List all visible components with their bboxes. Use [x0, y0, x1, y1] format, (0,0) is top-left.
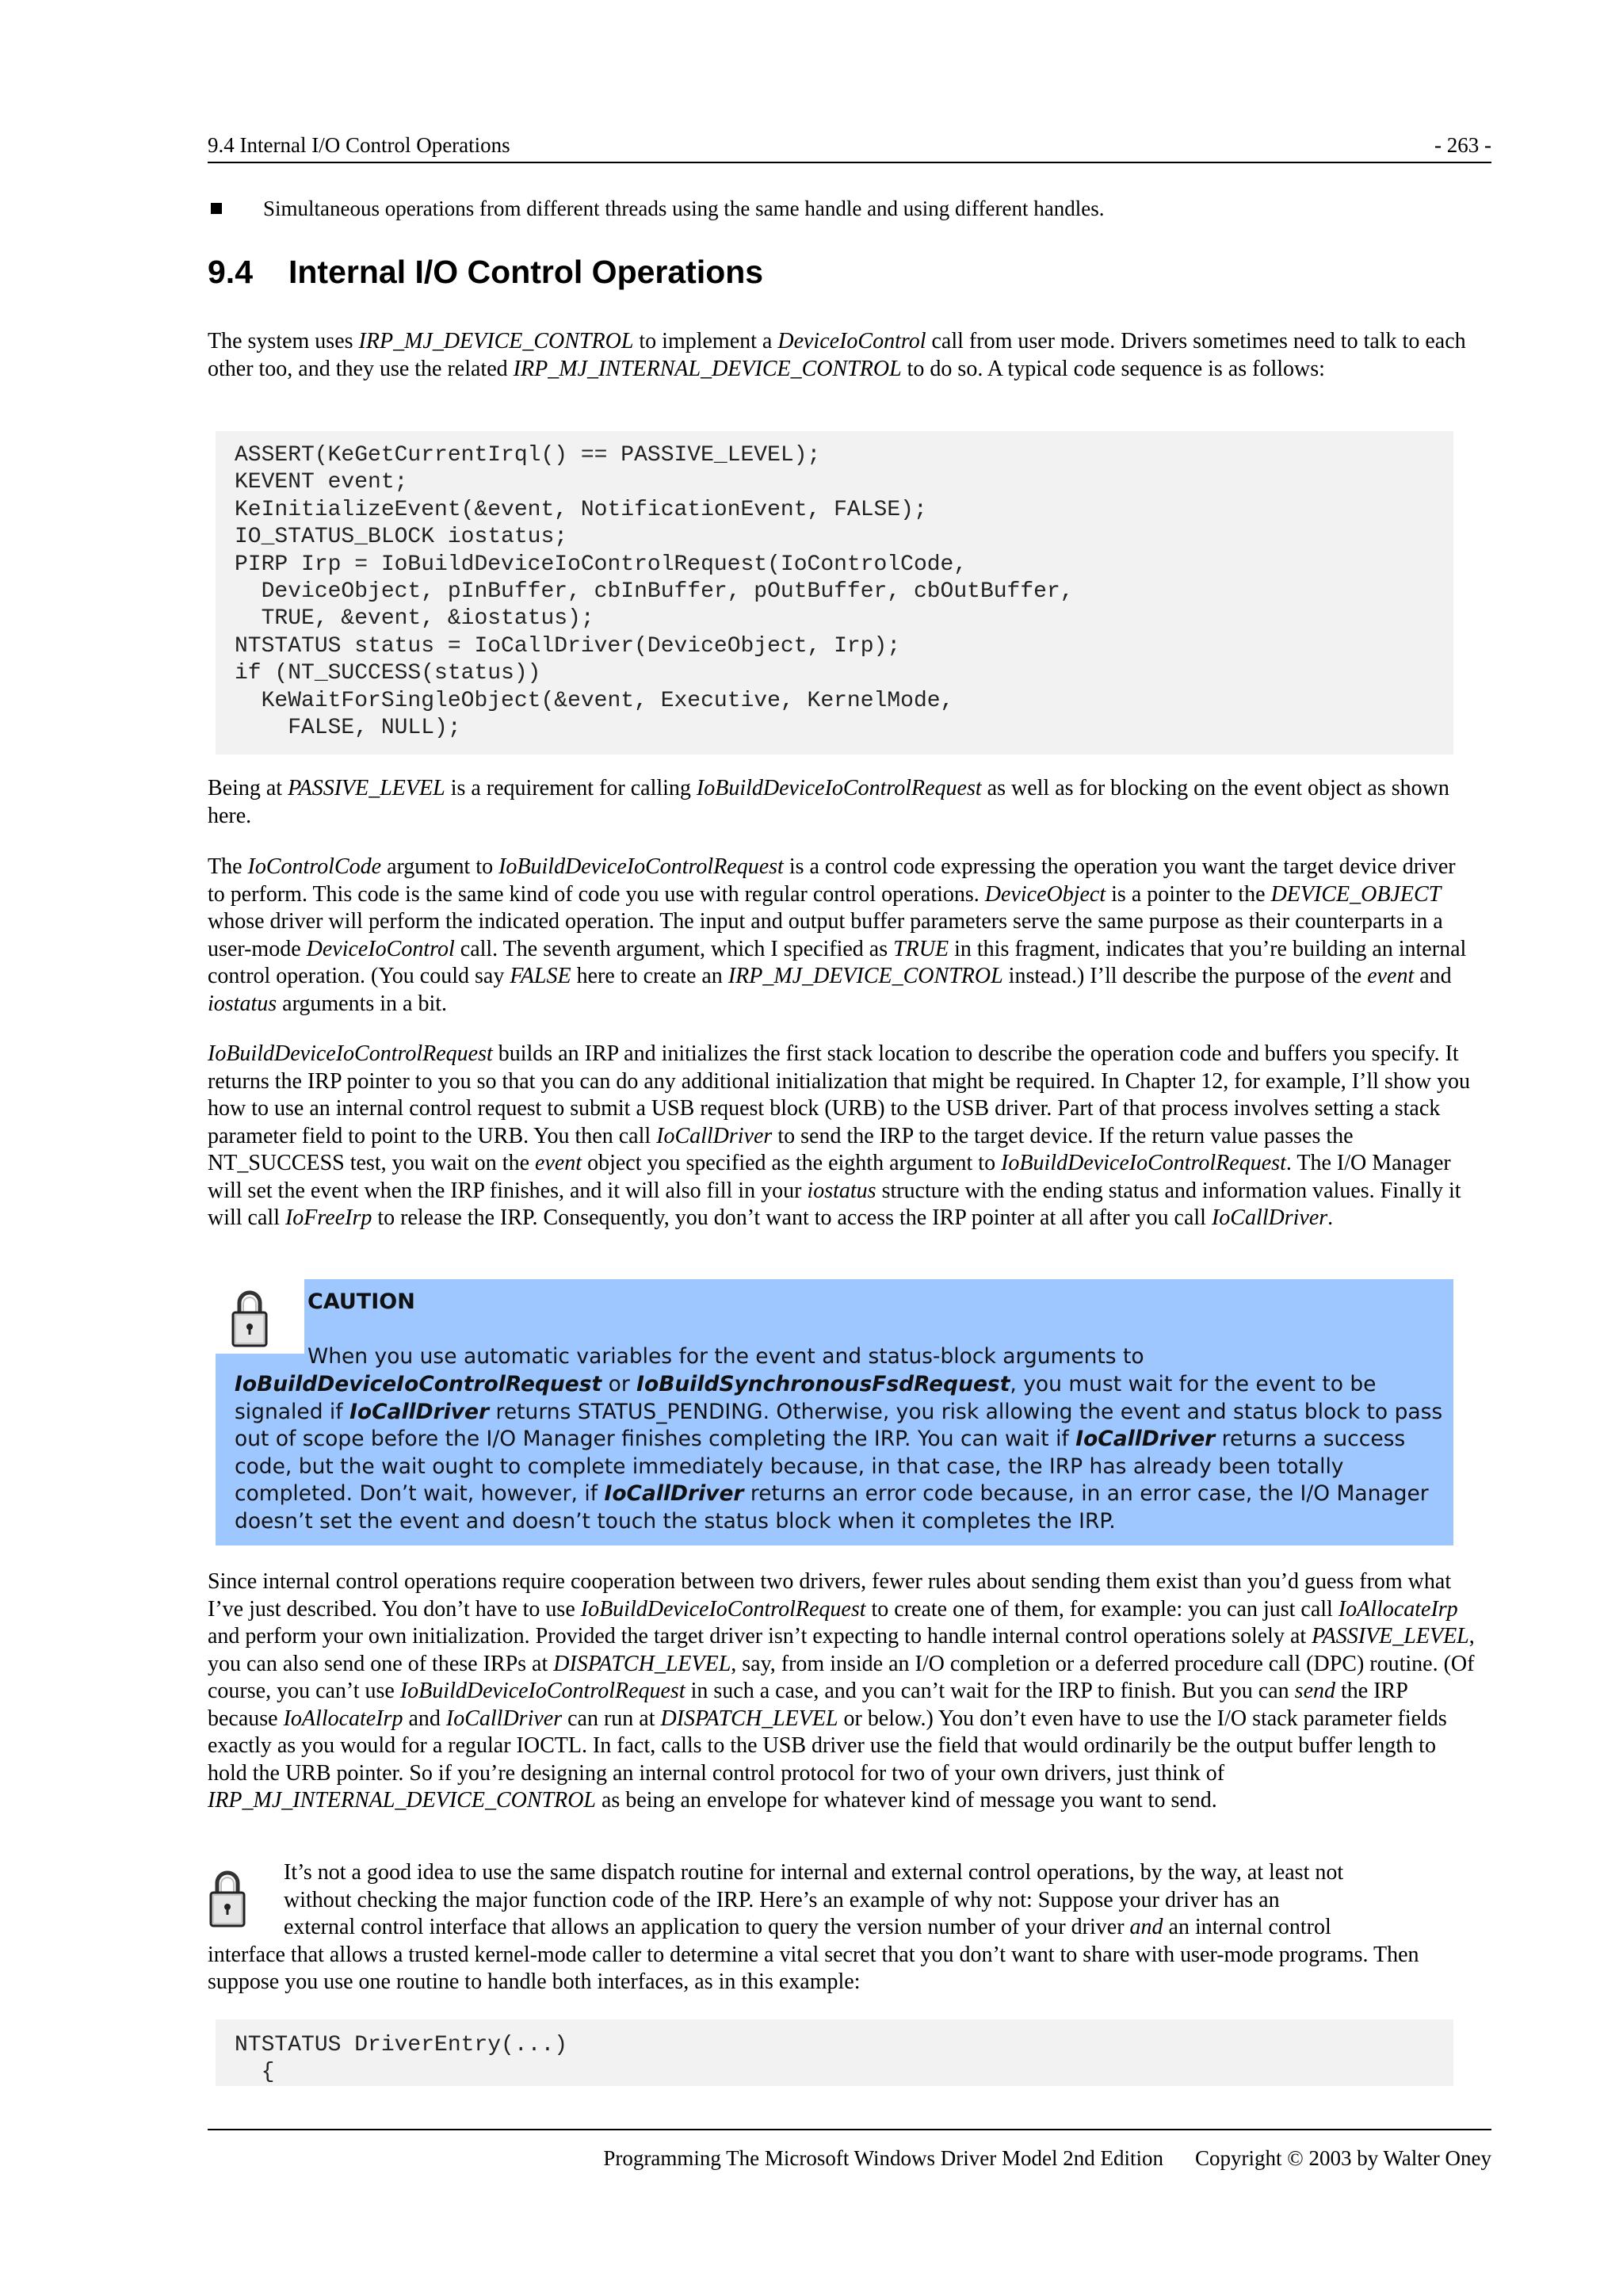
page-header [208, 130, 1491, 163]
paragraph-intro: The system uses IRP_MJ_DEVICE_CONTROL to implement a DeviceIoControl call from user mode. Drivers sometimes need to talk to each other too, and they use the related IRP_MJ_INTERNAL_DEVICE_CONTROL to do so. A typical code sequence is as follows: [208, 329, 1466, 381]
caution-body: IoBuildDeviceIoControlRequest or IoBuildSynchronousFsdRequest, you must wait for the event to be signaled if IoCallDriver returns STATUS_PENDING. Otherwise, you risk allowing the event and status block to pass out of scope before the I/O Manager finishes completing the IRP. You can wait if IoCallDriver returns a success code, but the wait ought to complete immediately because, in that case, the IRP has already been totally completed. Don’t wait, however, if IoCallDriver returns an error code because, in an error case, the I/O Manager doesn’t set the event and doesn’t touch the status block when it completes the IRP. [235, 1372, 1443, 1534]
paragraph-internal-operations: Since internal control operations require cooperation between two drivers, fewer rules about sending them exist than you’d guess from what I’ve just described. You don’t have to use IoBuildDeviceIoControlRequest to create one of them, for example: you can just call IoAllocateIrp and perform your own initialization. Provided the target driver isn’t expecting to handle internal control operations solely at PASSIVE_LEVEL, you can also send one of these IRPs at DISPATCH_LEVEL, say, from inside an I/O completion or a deferred procedure call (DPC) routine. (Of course, you can’t use IoBuildDeviceIoControlRequest in such a case, and you can’t wait for the IRP to finish. But you can send the IRP because IoAllocateIrp and IoCallDriver can run at DISPATCH_LEVEL or below.) You don’t even have to use the I/O stack parameter fields exactly as you would for a regular IOCTL. In fact, calls to the USB driver use the field that would ordinarily be the output buffer length to hold the URB pointer. So if you’re designing an internal control protocol for two of your own drivers, just think of IRP_MJ_INTERNAL_DEVICE_CONTROL as being an envelope for whatever kind of message you want to send. [208, 1569, 1475, 1813]
bullet-square-icon [211, 203, 222, 214]
note-line: without checking the major function code of the IRP. Here’s an example of why not: Suppose your driver has an [284, 1887, 1280, 1912]
caution-title: CAUTION [307, 1289, 415, 1314]
paragraph-passive-level: Being at PASSIVE_LEVEL is a requirement for calling IoBuildDeviceIoControlRequest as well as for blocking on the event object as shown here. [208, 776, 1449, 828]
caution-box [216, 1279, 1453, 1545]
section-title: Internal I/O Control Operations [288, 254, 764, 290]
page-footer [603, 2145, 1491, 2172]
section-number: 9.4 [208, 254, 253, 290]
note-line: external control interface that allows an application to query the version number of your driver and an internal control [284, 1915, 1331, 1939]
header-section-title: 9.4 Internal I/O Control Operations [208, 133, 510, 157]
paragraph-control-code: The IoControlCode argument to IoBuildDeviceIoControlRequest is a control code expressing the operation you want the target device driver to perform. This code is the same kind of code you use with regular control operations. DeviceObject is a pointer to the DEVICE_OBJECT whose driver will perform the indicated operation. The input and output buffer parameters serve the same purpose as their counterparts in a user-mode DeviceIoControl call. The seventh argument, which I specified as TRUE in this fragment, indicates that you’re building an internal control operation. (You could say FALSE here to create an IRP_MJ_DEVICE_CONTROL instead.) I’ll describe the purpose of the event and iostatus arguments in a bit. [208, 854, 1467, 1016]
padlock-icon [230, 1287, 269, 1349]
code-block-driver-entry: NTSTATUS DriverEntry(...) { [216, 2019, 1453, 2086]
footer-rule [208, 2129, 1491, 2130]
section-heading [208, 252, 763, 292]
code-block-ioctl-request: ASSERT(KeGetCurrentIrql() == PASSIVE_LEVEL); KEVENT event; KeInitializeEvent(&event, NotificationEvent, FALSE); IO_STATUS_BLOCK iostatus; PIRP Irp = IoBuildDeviceIoControlRequest(IoControlCode, DeviceObject, pInBuffer, cbInBuffer, pOutBuffer, cbOutBuffer, TRUE, &event, &iostatus); NTSTATUS status = IoCallDriver(DeviceObject, Irp); if (NT_SUCCESS(status)) KeWaitForSingleObject(&event, Executive, KernelMode, FALSE, NULL); [216, 431, 1453, 755]
footer-book-title: Programming The Microsoft Windows Driver Model 2nd Edition [603, 2146, 1163, 2170]
note-paragraph [208, 1859, 1477, 1996]
caution-first-line: When you use automatic variables for the event and status-block arguments to [307, 1344, 1144, 1369]
header-page-number: - 263 - [1434, 133, 1491, 157]
bullet-text: Simultaneous operations from different threads using the same handle and using different handles. [263, 197, 1105, 220]
paragraph-build-irp: IoBuildDeviceIoControlRequest builds an IRP and initializes the first stack location to describe the operation code and buffers you specify. It returns the IRP pointer to you so that you can do any additional initialization that might be required. In Chapter 12, for example, I’ll show you how to use an internal control request to submit a USB request block (URB) to the USB driver. Part of that process involves setting a stack parameter field to point to the URB. You then call IoCallDriver to send the IRP to the target device. If the return value passes the NT_SUCCESS test, you wait on the event object you specified as the eighth argument to IoBuildDeviceIoControlRequest. The I/O Manager will set the event when the IRP finishes, and it will also fill in your iostatus structure with the ending status and information values. Finally it will call IoFreeIrp to release the IRP. Consequently, you don’t want to access the IRP pointer at all after you call IoCallDriver. [208, 1041, 1471, 1230]
footer-copyright: Copyright © 2003 by Walter Oney [1194, 2146, 1491, 2170]
note-line: It’s not a good idea to use the same dispatch routine for internal and external control operations, by the way, at least not [284, 1860, 1344, 1885]
note-rest: interface that allows a trusted kernel-mode caller to determine a vital secret that you don’t want to share with user-mode programs. Then suppose you use one routine to handle both interfaces, as in this example: [208, 1942, 1419, 1994]
